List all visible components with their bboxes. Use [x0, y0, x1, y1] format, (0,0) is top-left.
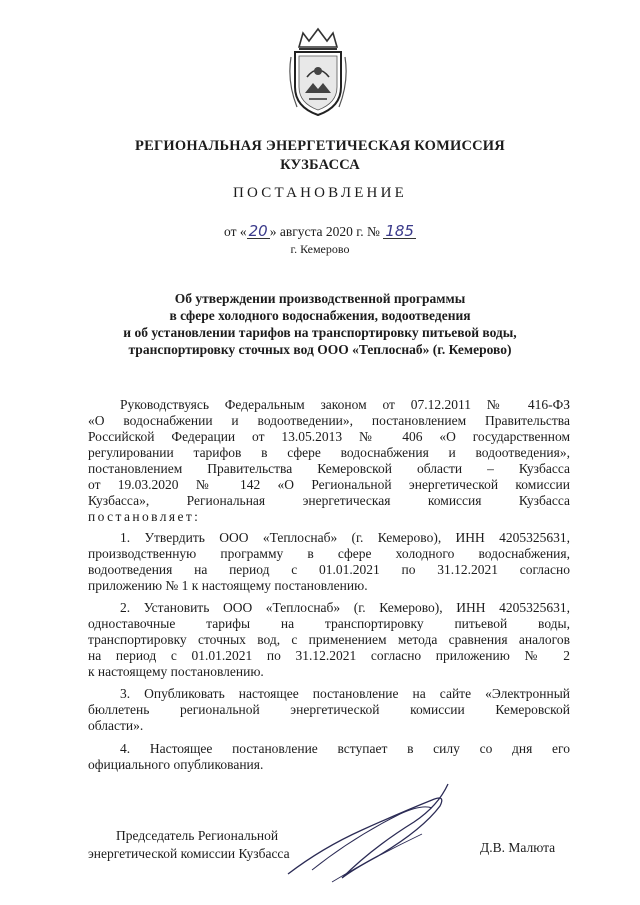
item-line: 1. Утвердить ООО «Теплоснаб» (г. Кемерово), ИНН 4205325631, — [120, 530, 570, 545]
coat-of-arms-icon — [287, 27, 349, 117]
preamble-line: «О водоснабжении и водоотведении», постановлением Правительства — [88, 413, 570, 428]
signatory-position — [88, 827, 290, 863]
preamble-line: Кузбасса», Региональная энергетическая комиссия Кузбасса — [88, 493, 570, 508]
subject-line: в сфере холодного водоснабжения, водоотведения — [169, 308, 471, 323]
item-line: транспортировку сточных вод, с применением метода сравнения аналогов — [88, 632, 570, 647]
organization-name-line2: КУЗБАССА — [280, 157, 360, 173]
resolves-word: постановляет: — [88, 509, 201, 524]
item-4 — [88, 741, 570, 773]
preamble-line: Руководствуясь Федеральным законом от 07.12.2011 № 416-ФЗ — [120, 397, 570, 412]
preamble-line: регулировании тарифов в сфере водоснабжения и водоотведения», — [88, 445, 570, 460]
handwritten-day: 20 — [248, 222, 268, 240]
city: г. Кемерово — [290, 242, 350, 256]
item-line: 3. Опубликовать настоящее постановление на сайте «Электронный — [120, 686, 570, 701]
item-line: приложению № 1 к настоящему постановлению. — [88, 578, 368, 593]
item-line: бюллетень региональной энергетической комиссии Кемеровской — [88, 702, 570, 717]
item-line: официального опубликования. — [88, 757, 264, 772]
document-subject — [70, 290, 570, 358]
organization-name-line1: РЕГИОНАЛЬНАЯ ЭНЕРГЕТИЧЕСКАЯ КОМИССИЯ — [135, 138, 505, 154]
subject-line: Об утверждении производственной программы — [174, 291, 466, 306]
handwritten-signature-icon — [282, 778, 452, 888]
subject-line: транспортировку сточных вод ООО «Теплоснаб» (г. Кемерово) — [128, 342, 512, 357]
item-line: производственную программу в сфере холодного водоснабжения, — [88, 546, 570, 561]
item-line: водоотведения на период с 01.01.2021 по 31.12.2021 согласно — [88, 562, 570, 577]
item-line: области». — [88, 718, 144, 733]
preamble-line: постановлением Правительства Кемеровской области – Кузбасса — [88, 461, 570, 476]
document-type: ПОСТАНОВЛЕНИЕ — [233, 185, 407, 201]
subject-line: и об установлении тарифов на транспортировку питьевой воды, — [123, 325, 517, 340]
date-middle: » августа 2020 г. № — [269, 224, 380, 239]
preamble-line: Российской Федерации от 13.05.2013 № 406 «О государственном — [88, 429, 570, 444]
item-line: 4. Настоящее постановление вступает в силу со дня его — [120, 741, 570, 756]
preamble — [88, 397, 570, 525]
item-2 — [88, 600, 570, 680]
item-line: 2. Установить ООО «Теплоснаб» (г. Кемерово), ИНН 4205325631, — [120, 600, 570, 615]
item-line: одноставочные тарифы на транспортировку питьевой воды, — [88, 616, 570, 631]
position-line: энергетической комиссии Кузбасса — [88, 846, 290, 861]
date-prefix: от « — [224, 224, 247, 239]
handwritten-number: 185 — [385, 222, 414, 240]
item-line: к настоящему постановлению. — [88, 664, 264, 679]
item-3 — [88, 686, 570, 734]
preamble-line: от 19.03.2020 № 142 «О Региональной энергетической комиссии — [88, 477, 570, 492]
date-number-line — [150, 224, 490, 240]
item-line: на период с 01.01.2021 по 31.12.2021 согласно приложению № 2 — [88, 648, 570, 663]
position-line: Председатель Региональной — [116, 828, 279, 843]
item-1 — [88, 530, 570, 594]
signatory-name: Д.В. Малюта — [480, 840, 556, 855]
